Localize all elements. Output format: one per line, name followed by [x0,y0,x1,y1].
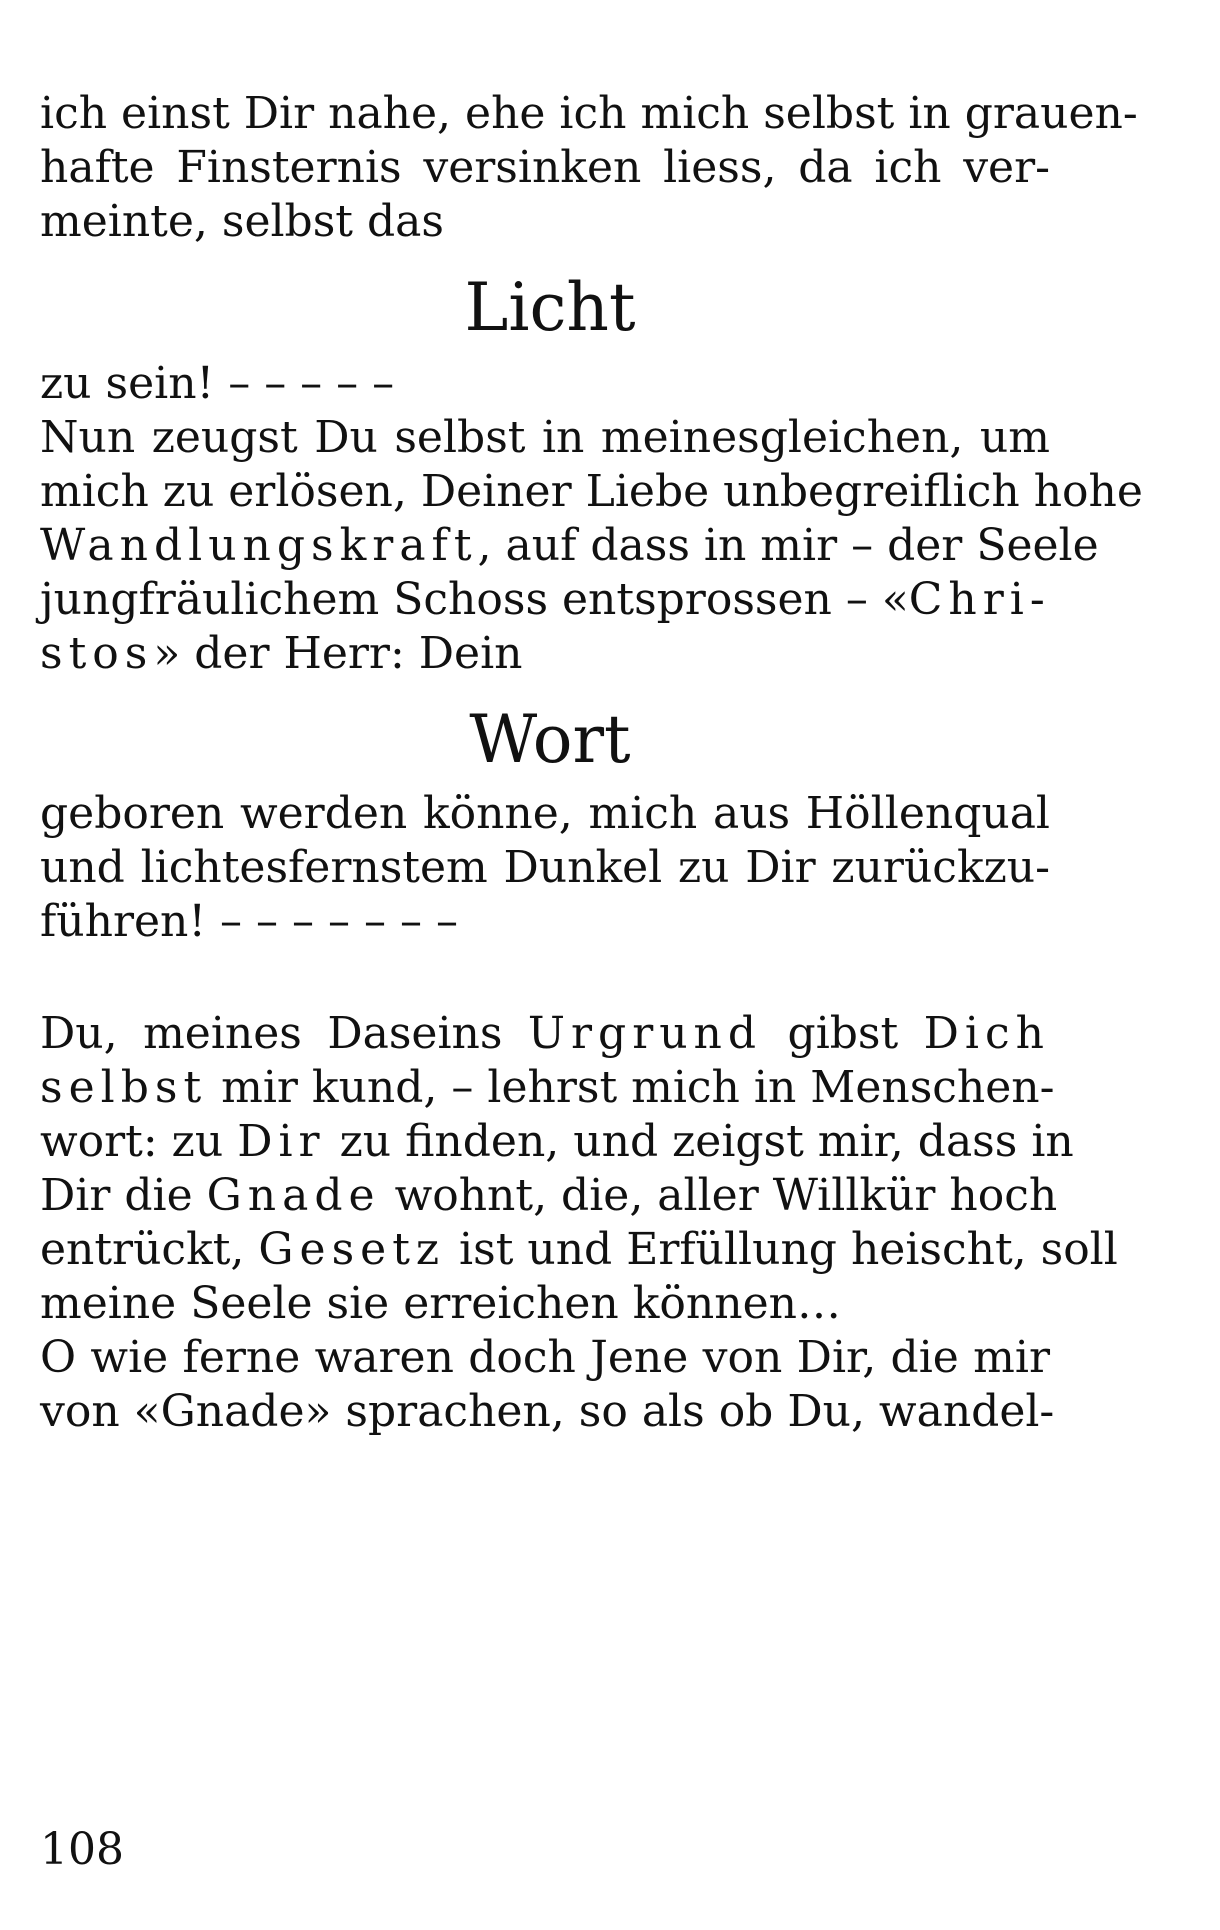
text-line [40,1222,1118,1278]
text-line [40,1060,1055,1116]
text-line: Nun zeugst Du selbst in meinesgleichen, um [40,412,1050,463]
text-line: hafte Finsternis versinken liess, da ich ver- [40,142,1050,193]
text-line: von «Gnade» sprachen, so als ob Du, wandel- [40,1386,1055,1437]
text-line [40,1168,1058,1224]
heading-wort: Wort [469,701,631,778]
text-span: wohnt, die, aller Willkür hoch [380,1170,1058,1221]
emphasized-word: Gesetz [258,1224,446,1275]
text-span: wort: zu [40,1116,238,1167]
text-line: meine Seele sie erreichen können… [40,1278,841,1329]
text-span: entrückt, [40,1224,259,1275]
text-span: zu finden, und zeigst mir, dass in [325,1116,1074,1167]
text-line [40,1006,1050,1062]
heading-licht: Licht [464,269,636,346]
text-line [40,1114,1074,1170]
emphasized-word: selbst [40,1062,208,1113]
emphasized-word: Dich [923,1008,1050,1059]
emphasized-word: Urgrund [527,1008,763,1059]
emphasized-word: Wandlungskraft [40,520,478,571]
text-line: meinte, selbst das [40,196,444,247]
text-span: jungfräulichem Schoss entsprossen – « [40,574,909,625]
text-span: Du, meines Daseins [40,1008,528,1059]
text-span: Dir die [40,1170,207,1221]
emphasized-word: stos [40,628,154,679]
text-line: mich zu erlösen, Deiner Liebe unbegreiflich hohe [40,466,1143,517]
text-line [40,626,1050,682]
text-line [40,518,1099,574]
emphasized-word: Gnade [206,1170,381,1221]
text-line: O wie ferne waren doch Jene von Dir, die mir [40,1332,1050,1383]
text-line: zu sein! – – – – – [40,358,395,409]
text-span: ist und Erfüllung heischt, soll [445,1224,1118,1275]
page-number: 108 [40,1824,124,1875]
text-line: führen! – – – – – – – [40,896,458,947]
text-span: , auf dass in mir – der Seele [477,520,1099,571]
text-line: ich einst Dir nahe, ehe ich mich selbst in grauen- [40,88,1138,139]
text-span: mir kund, – lehrst mich in Menschen- [207,1062,1055,1113]
emphasized-word: Chri- [908,574,1051,625]
text-line: geboren werden könne, mich aus Höllenqual [40,788,1050,839]
text-line [40,572,1050,628]
text-span: » der Herr: Dein [153,628,523,679]
text-span: gibst [762,1008,924,1059]
text-line: und lichtesfernstem Dunkel zu Dir zurückzu- [40,842,1050,893]
emphasized-word: Dir [237,1116,326,1167]
